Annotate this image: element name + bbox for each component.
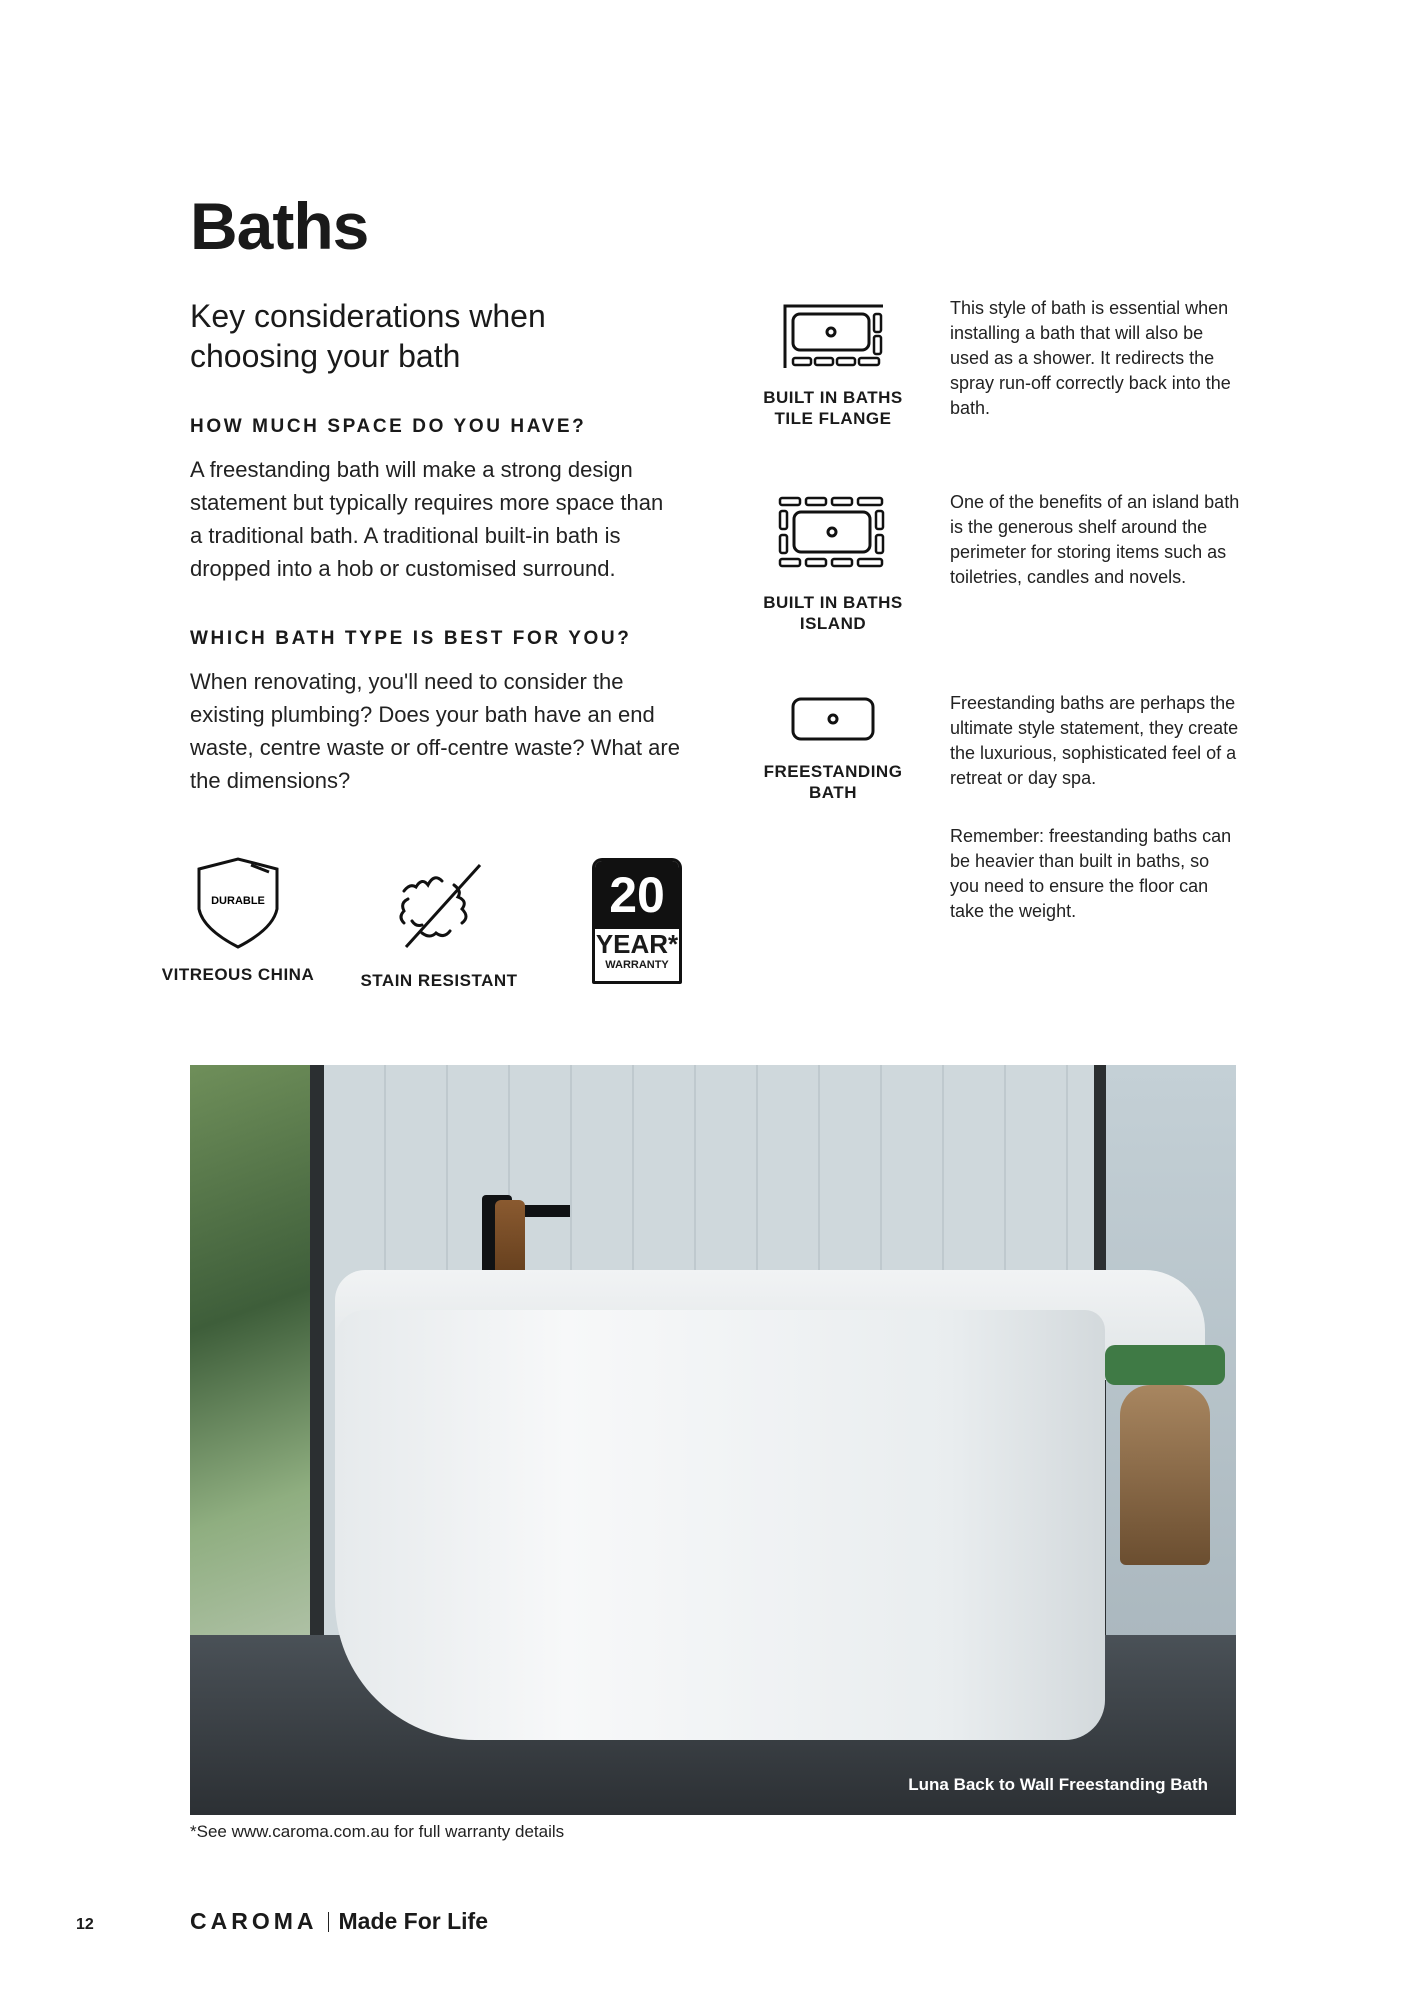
- section-heading-space: HOW MUCH SPACE DO YOU HAVE?: [190, 416, 587, 437]
- footer-brand: [190, 1908, 488, 1935]
- stain-resistant-icon: [384, 855, 494, 951]
- island-bath-icon: [776, 495, 890, 569]
- tile-flange-bath-icon: [781, 302, 885, 370]
- warranty-label: WARRANTY: [605, 959, 669, 971]
- warranty-years: 20: [595, 861, 679, 929]
- section-body-space: A freestanding bath will make a strong design statement but typically requires more space than a traditional bath. A traditional built-in bath is dropped into a hob or customised surround.: [190, 457, 664, 581]
- warranty-icon: [592, 858, 682, 984]
- bath-type-island: [748, 495, 918, 634]
- svg-text:DURABLE: DURABLE: [211, 895, 265, 907]
- photo-caption: Luna Back to Wall Freestanding Bath: [908, 1775, 1208, 1794]
- badge-vitreous-china: [153, 855, 323, 985]
- bath-type-label: BUILT IN BATHS TILE FLANGE: [763, 388, 903, 428]
- divider: [328, 1912, 329, 1932]
- bath-type-tile-flange: [748, 302, 918, 429]
- badge-stain-resistant: [354, 855, 524, 991]
- brand-tagline: Made For Life: [338, 1908, 489, 1934]
- badge-label: STAIN RESISTANT: [360, 971, 518, 990]
- bath-type-description: One of the benefits of an island bath is the generous shelf around the perimeter for storing items such as toiletries, candles and novels.: [950, 492, 1240, 587]
- subtitle: Key considerations when choosing your bath: [190, 298, 546, 374]
- warranty-unit: YEAR*: [595, 929, 679, 959]
- bath-type-label: BUILT IN BATHS ISLAND: [763, 593, 903, 633]
- bath-type-description: This style of bath is essential when installing a bath that will also be used as a shower. It redirects the spray run-off correctly back into the bath.: [950, 298, 1231, 418]
- bath-photo: [190, 1065, 1236, 1815]
- warranty-footnote: *See www.caroma.com.au for full warranty details: [190, 1822, 565, 1841]
- page-number: 12: [76, 1916, 94, 1933]
- brand-logo: CAROMA: [190, 1908, 318, 1934]
- page-title: Baths: [190, 189, 369, 263]
- bath-type-freestanding: [748, 696, 918, 803]
- shield-icon: [193, 855, 283, 951]
- section-body-type: When renovating, you'll need to consider the existing plumbing? Does your bath have an end waste, centre waste or off-centre waste? What are the dimensions?: [190, 669, 680, 793]
- bath-type-description: Freestanding baths are perhaps the ultimate style statement, they create the luxurious, sophisticated feel of a retreat or day spa.: [950, 693, 1239, 788]
- section-heading-type: WHICH BATH TYPE IS BEST FOR YOU?: [190, 628, 632, 649]
- bath-type-note: Remember: freestanding baths can be heavier than built in baths, so you need to ensure the floor can take the weight.: [950, 826, 1232, 921]
- freestanding-bath-icon: [790, 696, 876, 742]
- bath-type-label: FREESTANDING BATH: [763, 762, 903, 802]
- badge-label: VITREOUS CHINA: [161, 965, 315, 984]
